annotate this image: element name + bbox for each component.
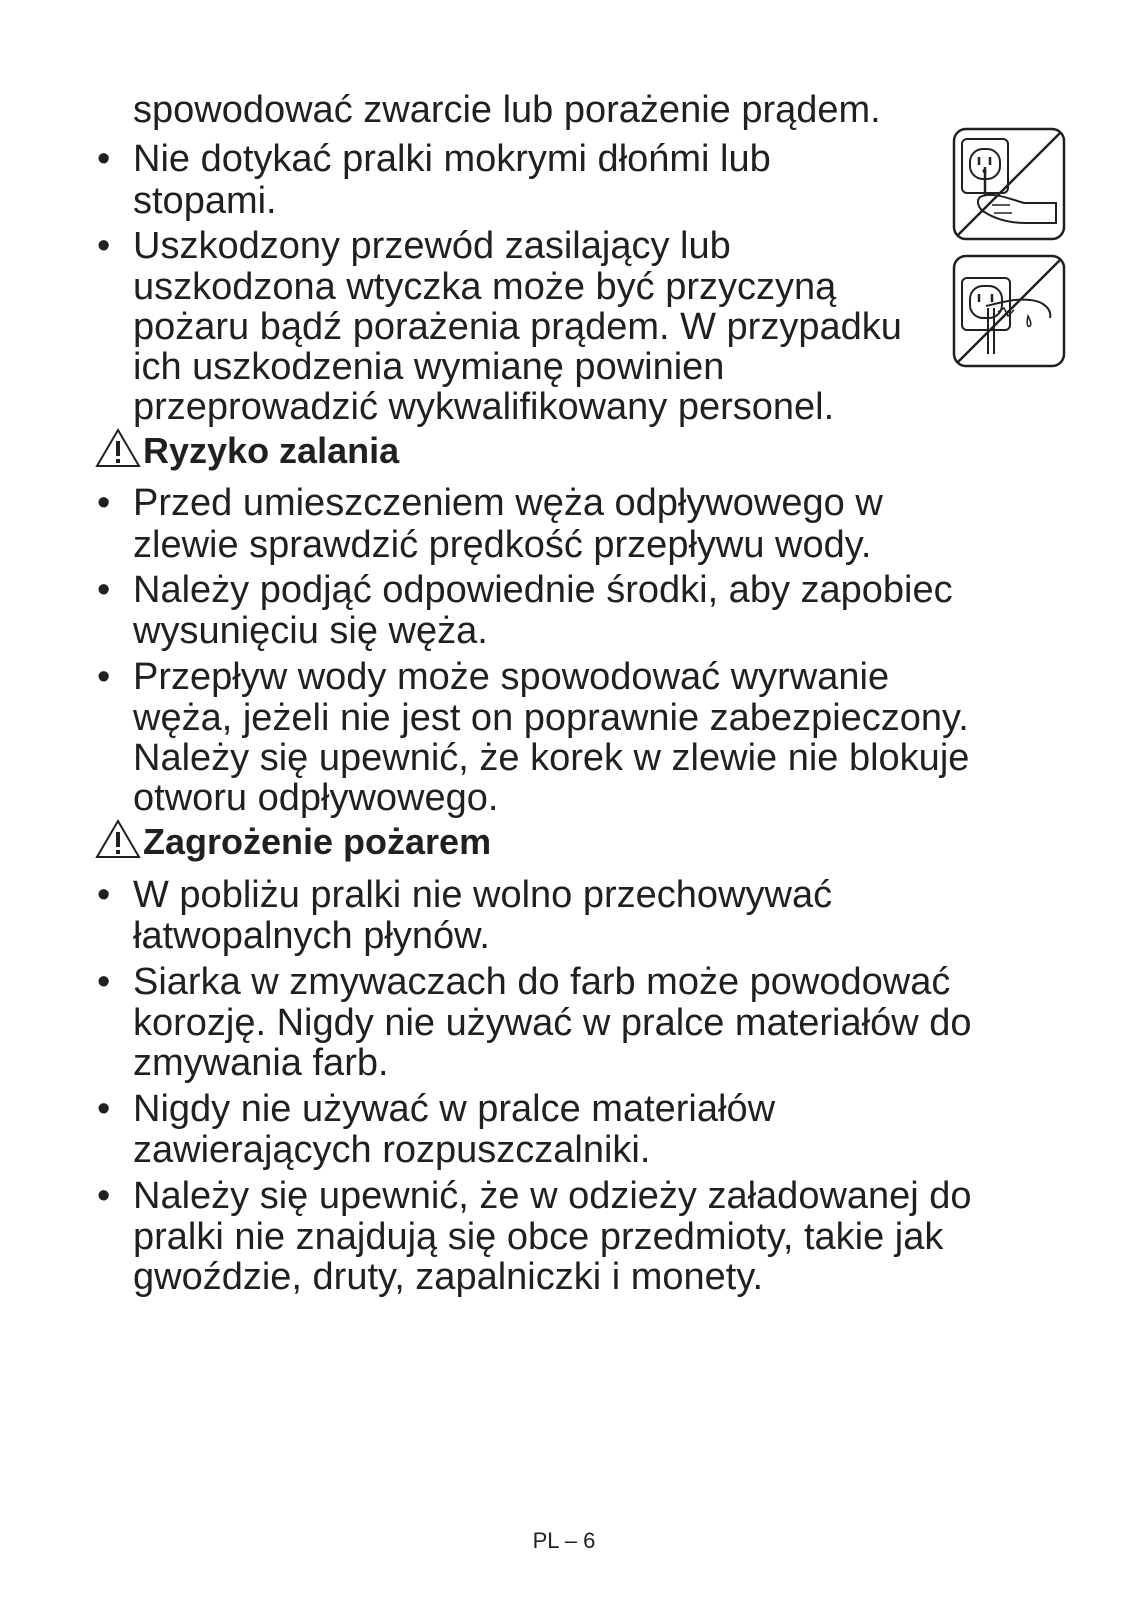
bullet: • xyxy=(97,656,111,698)
page-number: PL – 6 xyxy=(532,1528,596,1553)
text-line: Nigdy nie używać w pralce materiałów xyxy=(133,1088,776,1130)
text-line: Przepływ wody może spowodować wyrwanie xyxy=(133,656,890,698)
text-line: Należy podjąć odpowiednie środki, aby zapobiec xyxy=(133,569,953,611)
flood-section-title: Ryzyko zalania xyxy=(143,430,400,471)
bullet: • xyxy=(97,874,111,916)
bullet: • xyxy=(97,482,111,524)
text-line: łatwopalnych płynów. xyxy=(133,915,490,957)
text-line: uszkodzona wtyczka może być przyczyną xyxy=(133,266,837,308)
warning-triangle-icon xyxy=(95,428,141,468)
text-line: zlewie sprawdzić prędkość przepływu wody. xyxy=(133,524,872,566)
bullet: • xyxy=(97,1175,111,1217)
text-line: Przed umieszczeniem węża odpływowego w xyxy=(133,482,883,524)
text-line: gwoździe, druty, zapalniczki i monety. xyxy=(133,1256,764,1298)
wet-hand-plug-prohibited-icon xyxy=(952,127,1066,241)
bullet: • xyxy=(97,961,111,1003)
intro-line: spowodować zwarcie lub porażenie prądem. xyxy=(133,89,881,131)
text-line: otworu odpływowego. xyxy=(133,777,499,819)
text-line: pralki nie znajdują się obce przedmioty, takie jak xyxy=(133,1216,944,1258)
fire-section-heading xyxy=(95,819,491,863)
bullet: • xyxy=(97,225,111,267)
text-line: zmywania farb. xyxy=(133,1042,389,1084)
flood-section-heading xyxy=(95,428,399,472)
text-line: przeprowadzić wykwalifikowany personel. xyxy=(133,386,835,428)
text-line: korozję. Nigdy nie używać w pralce materiałów do xyxy=(133,1002,972,1044)
text-line: pożaru bądź porażenia prądem. W przypadku xyxy=(133,306,902,348)
text-line: W pobliżu pralki nie wolno przechowywać xyxy=(133,874,833,916)
fire-section-title: Zagrożenie pożarem xyxy=(143,821,492,862)
text-line: Należy się upewnić, że w odzieży załadowanej do xyxy=(133,1175,972,1217)
bullet: • xyxy=(97,569,111,611)
text-line: Nie dotykać pralki mokrymi dłońmi lub xyxy=(133,138,771,180)
text-line: Należy się upewnić, że korek w zlewie nie blokuje xyxy=(133,737,970,779)
text-line: węża, jeżeli nie jest on poprawnie zabezpieczony. xyxy=(133,697,969,739)
text-line: zawierających rozpuszczalniki. xyxy=(133,1129,651,1171)
text-line: wysunięciu się węża. xyxy=(133,610,488,652)
bullet: • xyxy=(97,1088,111,1130)
damaged-plug-prohibited-icon xyxy=(952,254,1066,368)
text-line: ich uszkodzenia wymianę powinien xyxy=(133,346,725,388)
bullet: • xyxy=(97,138,111,180)
text-line: Uszkodzony przewód zasilający lub xyxy=(133,225,731,267)
warning-triangle-icon xyxy=(95,819,141,859)
text-line: Siarka w zmywaczach do farb może powodować xyxy=(133,961,951,1003)
text-line: stopami. xyxy=(133,180,277,222)
